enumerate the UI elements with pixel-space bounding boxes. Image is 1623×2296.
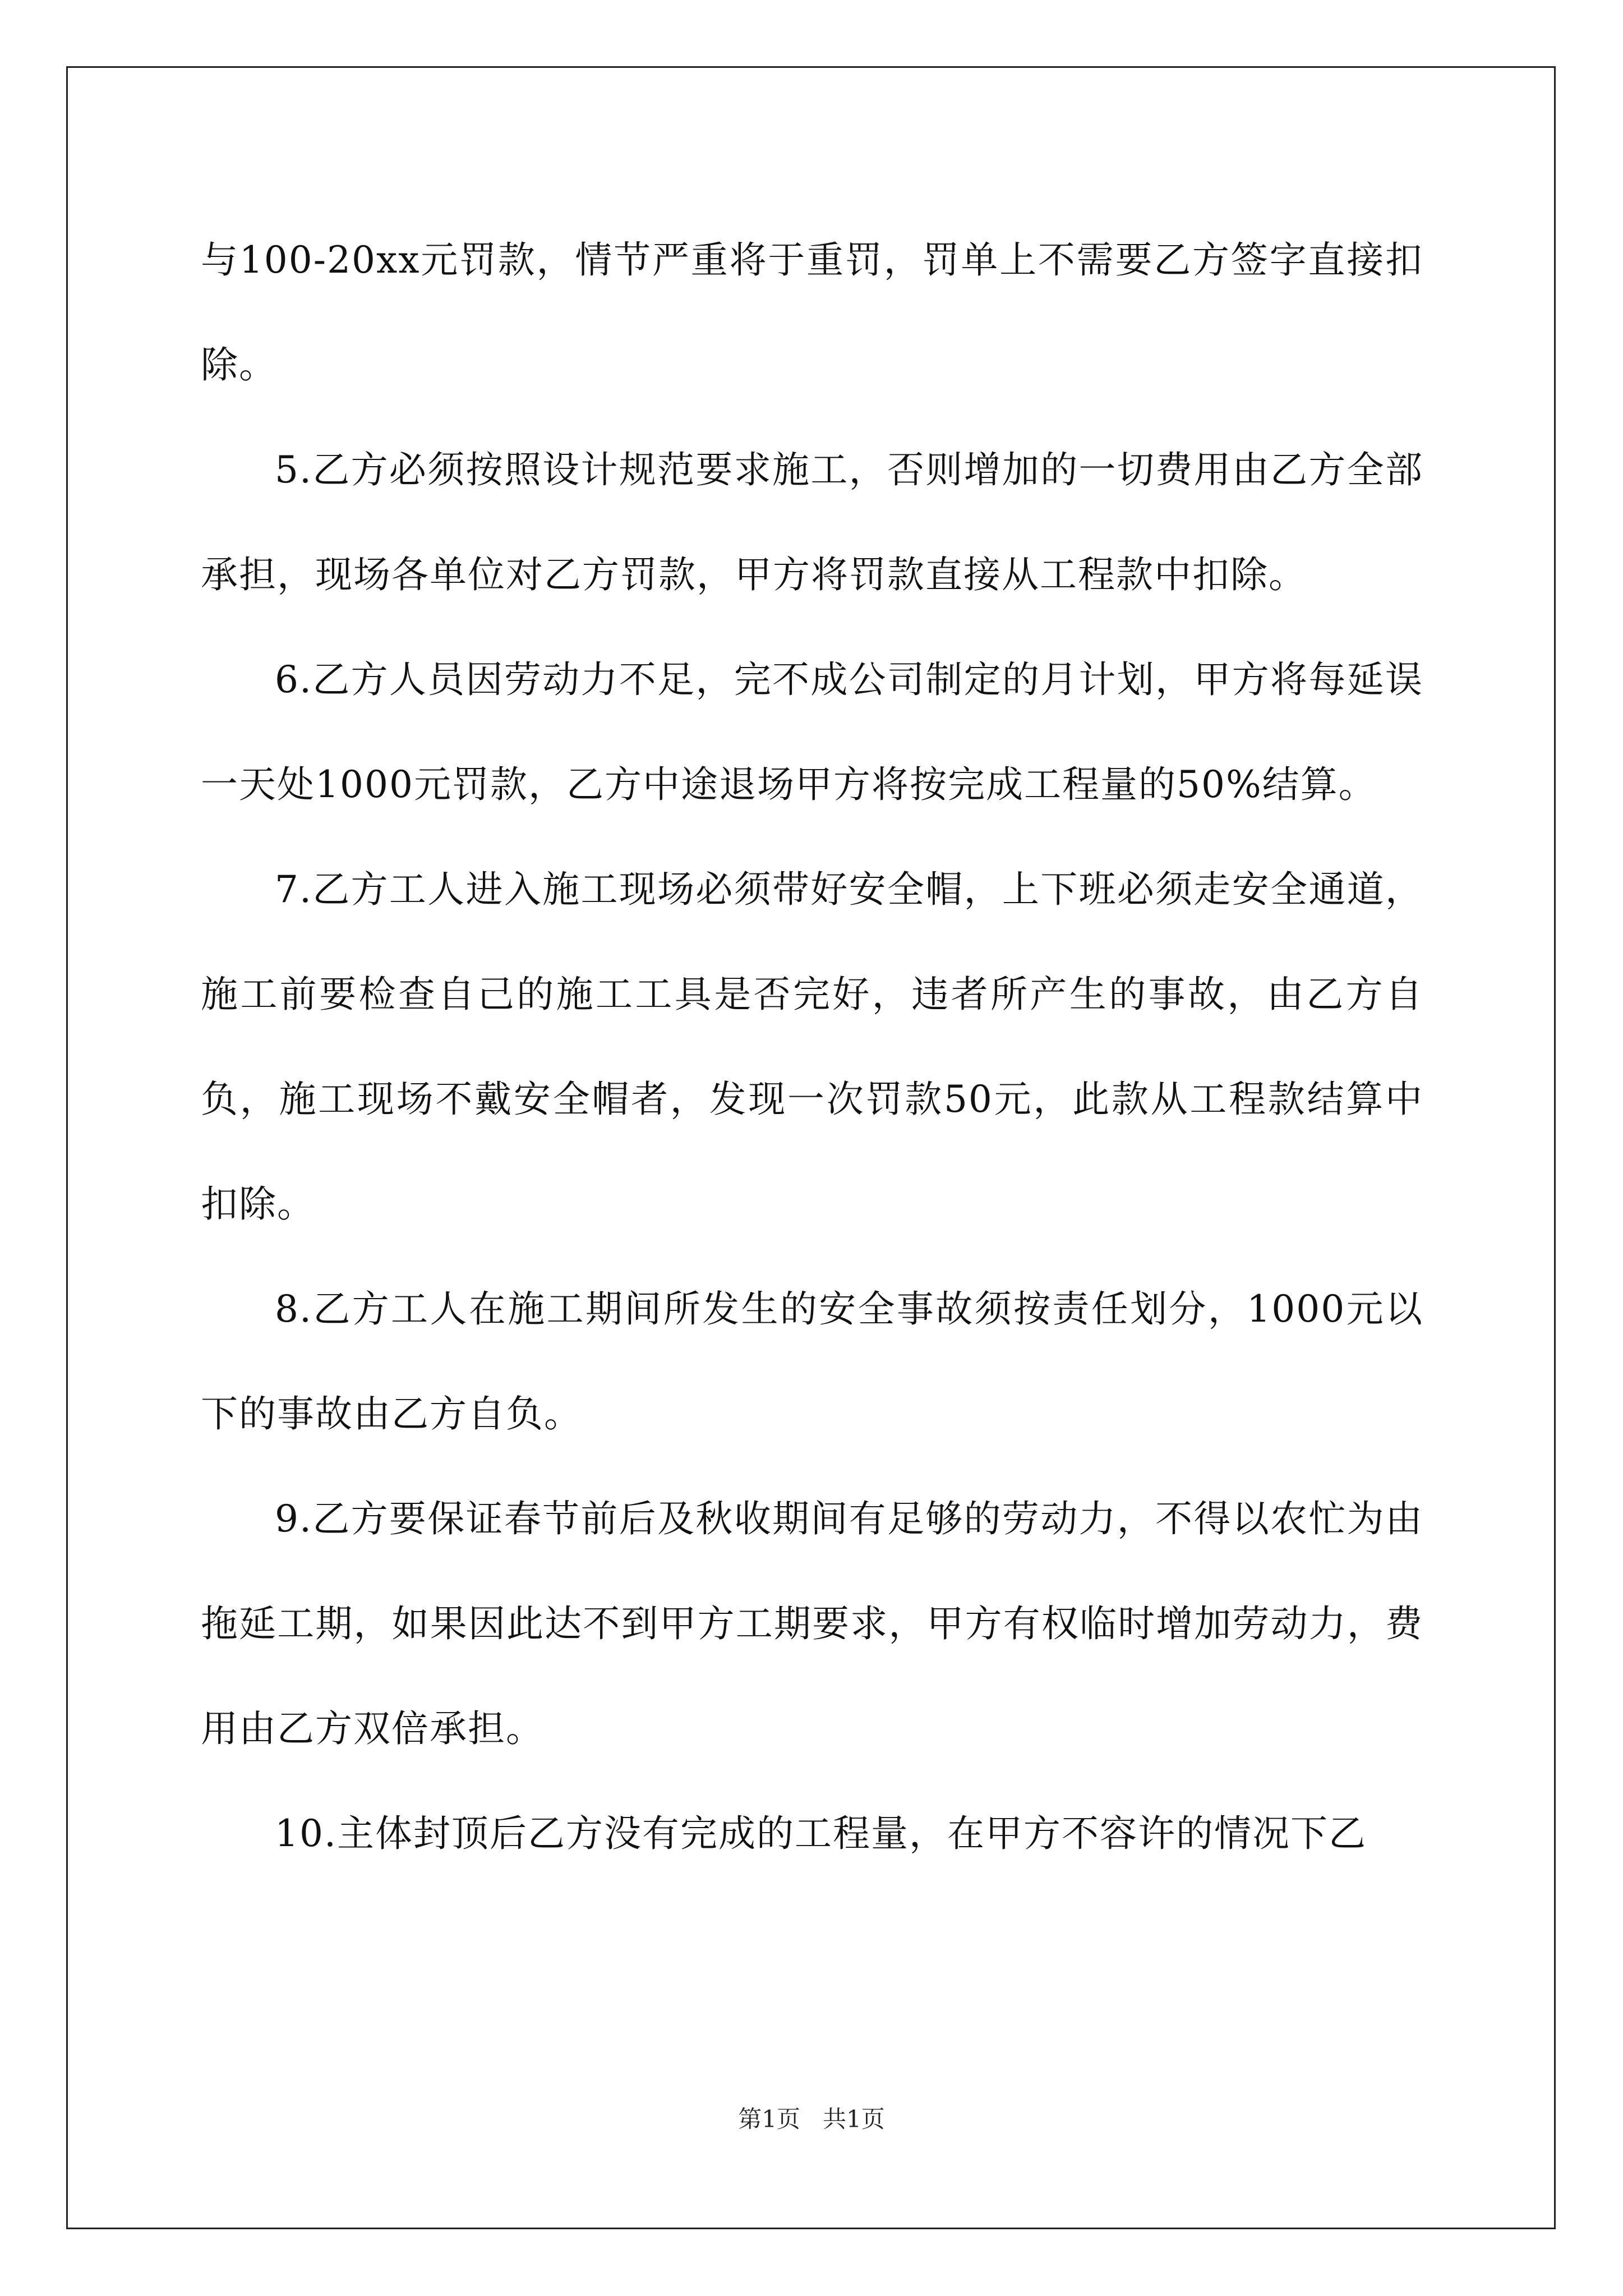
page-number-current: 第1页 <box>738 2105 800 2133</box>
paragraph: 9.乙方要保证春节前后及秋收期间有足够的劳动力，不得以农忙为由拖延工期，如果因此达不到甲方工期要求，甲方有权临时增加劳动力，费用由乙方双倍承担。 <box>201 1497 1423 1750</box>
paragraph: 5.乙方必须按照设计规范要求施工，否则增加的一切费用由乙方全部承担，现场各单位对乙方罚款，甲方将罚款直接从工程款中扣除。 <box>201 448 1423 596</box>
paragraph: 8.乙方工人在施工期间所发生的安全事故须按责任划分，1000元以下的事故由乙方自负。 <box>201 1287 1423 1435</box>
paragraph: 6.乙方人员因劳动力不足，完不成公司制定的月计划，甲方将每延误一天处1000元罚款，乙方中途退场甲方将按完成工程量的50%结算。 <box>201 658 1423 806</box>
paragraph: 7.乙方工人进入施工现场必须带好安全帽，上下班必须走安全通道，施工前要检查自己的施工工具是否完好，违者所产生的事故，由乙方自负，施工现场不戴安全帽者，发现一次罚款50元，此款从工程款结算中扣除。 <box>201 868 1423 1226</box>
page-number-total: 共1页 <box>823 2105 885 2133</box>
paragraph: 与100-20xx元罚款，情节严重将于重罚，罚单上不需要乙方签字直接扣除。 <box>201 238 1423 386</box>
page-footer <box>0 2102 1623 2136</box>
document-body <box>201 208 1423 1886</box>
paragraph: 10.主体封顶后乙方没有完成的工程量，在甲方不容许的情况下乙 <box>275 1812 1367 1855</box>
